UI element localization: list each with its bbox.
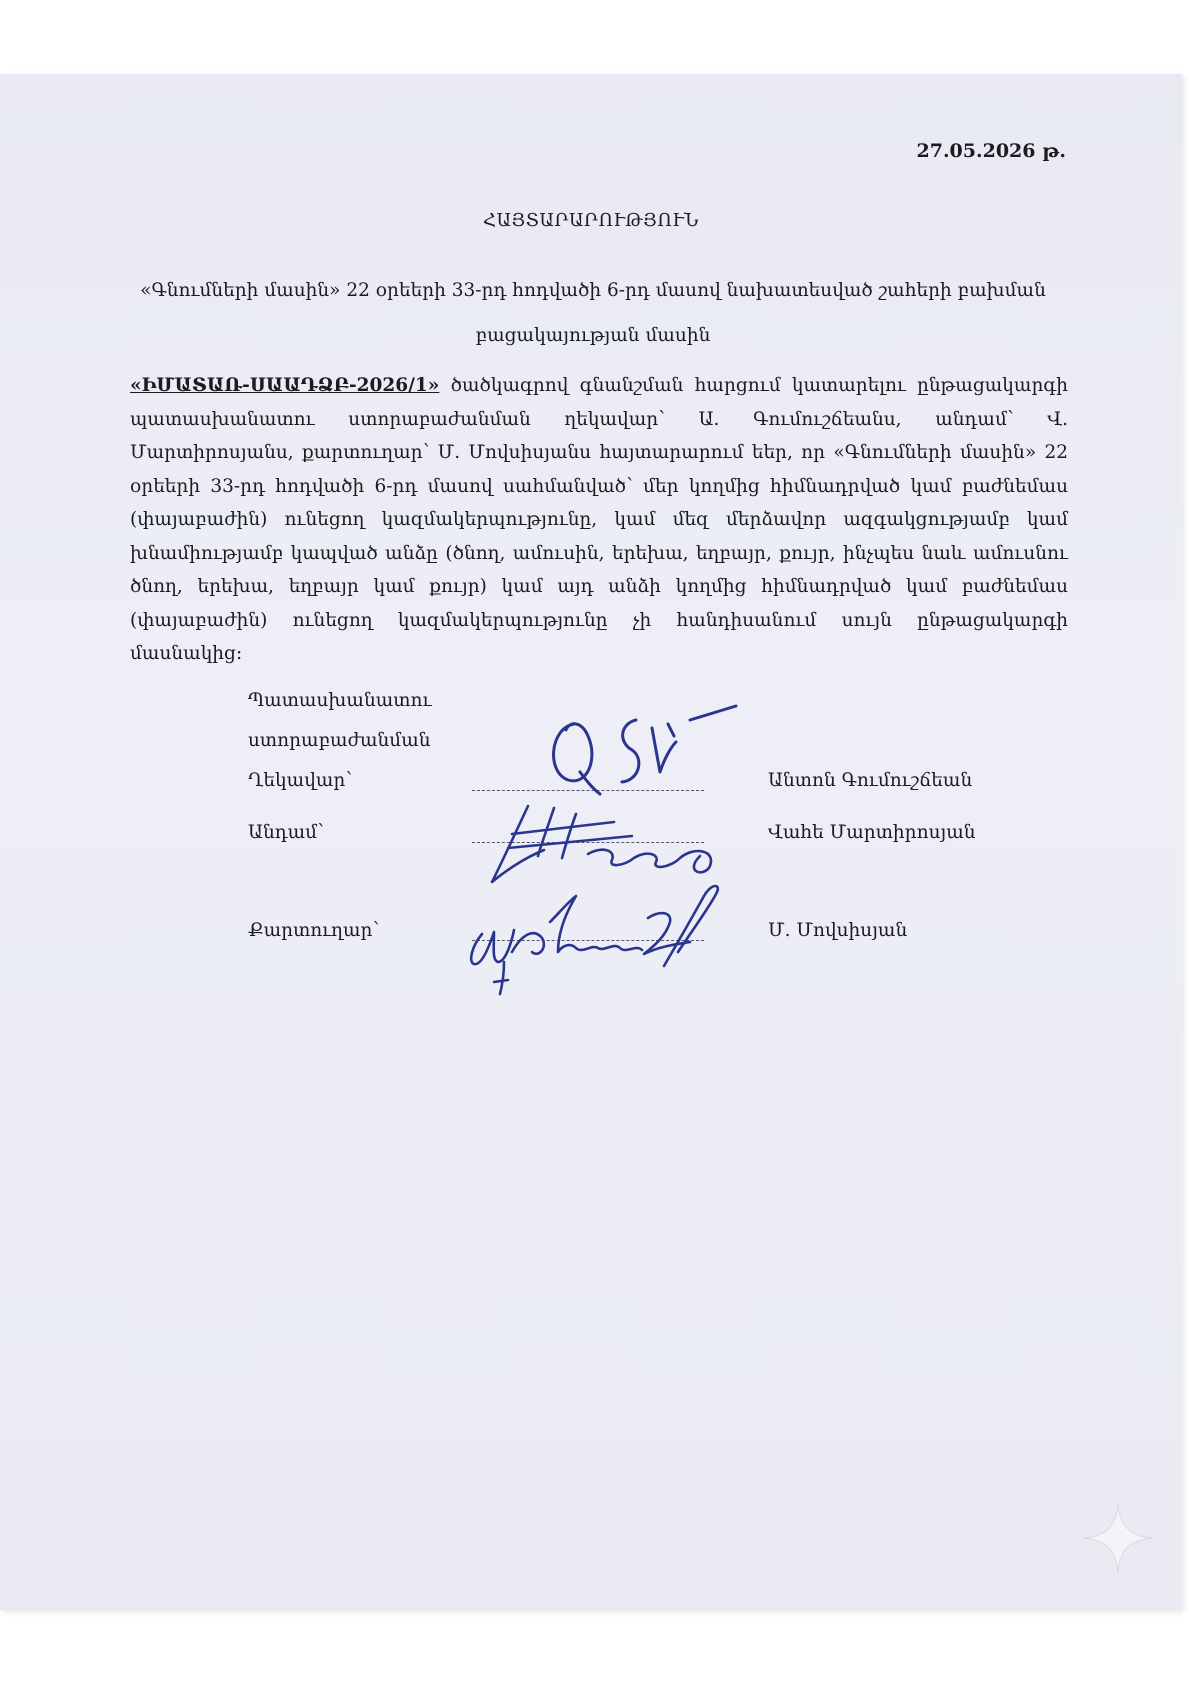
secretary-signature — [464, 882, 734, 998]
member-signature — [484, 796, 734, 888]
head-label-line1: Պատասխանատու — [248, 690, 432, 711]
document-sheet — [0, 74, 1182, 1610]
head-label-line3: Ղեկավար՝ — [248, 770, 353, 791]
secretary-label: Քարտուղար՝ — [248, 920, 380, 941]
member-name: Վահե Մարտիրոսյան — [768, 822, 976, 843]
signature-block — [0, 74, 1182, 1610]
secretary-name: Մ. Մովսիսյան — [768, 920, 908, 941]
sparkle-icon — [1082, 1502, 1154, 1574]
head-label-line2: ստորաբաժանման — [248, 730, 431, 751]
member-label: Անդամ՝ — [248, 822, 324, 843]
document-subtitle: «Գնումների մասին» 22 օրեերի 33-րդ հոդվածի 6-րդ մասով նախատեսված շահերի բախման բացակայության մասին — [140, 280, 1046, 346]
project-code: «ԻՄԱՏԱՌ-ՍԱԱԴՁԲ-2026/1» — [130, 375, 440, 396]
document-title: ՀԱՅՏԱՐԱՐՈՒԹՅՈՒՆ — [483, 210, 699, 231]
body-paragraph: ծածկագրով գնանշման հարցում կատարելու ընթացակարգի պատասխանատու ստորաբաժանման ղեկավար՝ Ա. Գումուշճեանս, անդամ՝ Վ. Մարտիրոսյանս, քարտուղար՝ Մ. Մովսիսյանս հայտարարում եեր, որ «Գնումների մասին» 22 օրեերի 33-րդ հոդվածի 6-րդ մասով սահմանված՝ մեր կողմից հիմնադրված կամ բաժնեմաս (փայաբաժին) ունեցող կազմակերպությունը, կամ մեզ մերձավոր ազգակցությամբ կամ խնամիությամբ կապված անձը (ծնող, ամուսին, երեխա, եղբայր, քույր, ինչպես նաև ամուսնու ծնող, երեխա, եղբայր կամ քույր) կամ այդ անձի կողմից հիմնադրված կամ բաժնեմաս (փայաբաժին) ունեցող կազմակերպությունը չի հանդիսանում սույն ընթացակարգի մասնակից: — [130, 375, 1068, 664]
head-name: Անտոն Գումուշճեան — [768, 770, 973, 791]
document-date: 27.05.2026 թ. — [916, 140, 1066, 162]
